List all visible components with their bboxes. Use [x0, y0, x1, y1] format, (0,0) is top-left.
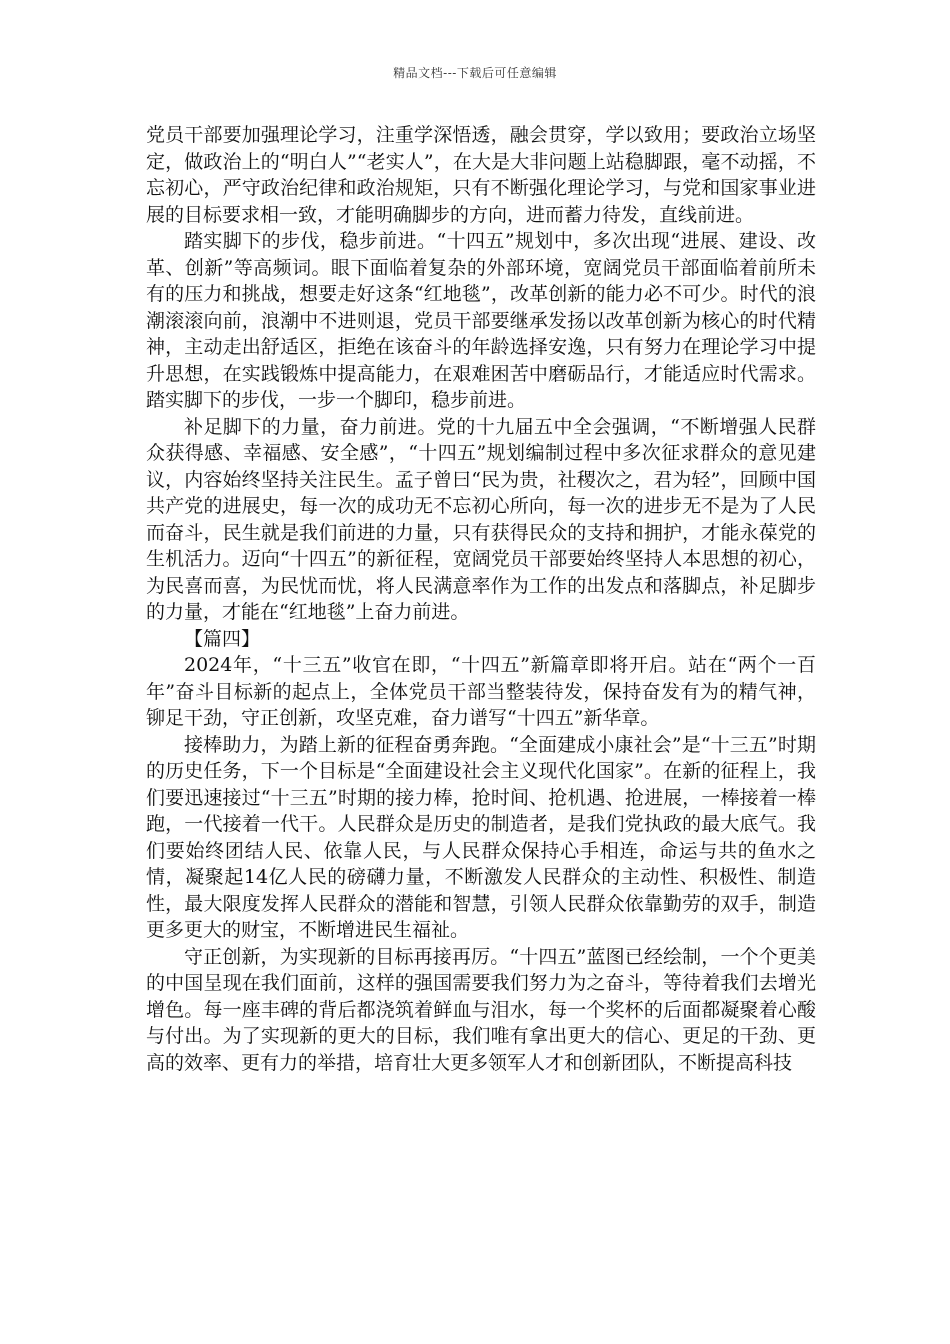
document-body — [146, 122, 816, 1076]
paragraph: 2024年，“十三五”收官在即，“十四五”新篇章即将开启。站在“两个一百年”奋斗目标新的起点上，全体党员干部当整装待发，保持奋发有为的精气神，铆足干劲，守正创新，攻坚克难，奋力谱写“十四五”新华章。 — [146, 654, 816, 729]
paragraph: 补足脚下的力量，奋力前进。党的十九届五中全会强调，“不断增强人民群众获得感、幸福感、安全感”，“十四五”规划编制过程中多次征求群众的意见建议，内容始终坚持关注民生。孟子曾曰“民为贵，社稷次之，君为轻”，回顾中国共产党的进展史，每一次的成功无不忘初心所向，每一次的进步无不是为了人民而奋斗，民生就是我们前进的力量，只有获得民众的支持和拥护，才能永葆党的生机活力。迈向“十四五”的新征程，宽阔党员干部要始终坚持人本思想的初心，为民喜而喜，为民忧而忧，将人民满意率作为工作的出发点和落脚点，补足脚步的力量，才能在“红地毯”上奋力前进。 — [146, 415, 816, 623]
section-heading: 【篇四】 — [184, 627, 261, 650]
paragraph: 守正创新，为实现新的目标再接再厉。“十四五”蓝图已经绘制，一个个更美的中国呈现在我们面前，这样的强国需要我们努力为之奋斗，等待着我们去增光增色。每一座丰碑的背后都浇筑着鲜血与泪水，每一个奖杯的后面都凝聚着心酸与付出。为了实现新的更大的目标，我们唯有拿出更大的信心、更足的干劲、更高的效率、更有力的举措，培育壮大更多领军人才和创新团队，不断提高科技 — [146, 945, 816, 1074]
paragraph: 踏实脚下的步伐，稳步前进。“十四五”规划中，多次出现“进展、建设、改革、创新”等高频词。眼下面临着复杂的外部环境，宽阔党员干部面临着前所未有的压力和挑战，想要走好这条“红地毯”，改革创新的能力必不可少。时代的浪潮滚滚向前，浪潮中不进则退，党员干部要继承发扬以改革创新为核心的时代精神，主动走出舒适区，拒绝在该奋斗的年龄选择安逸，只有努力在理论学习中提升思想，在实践锻炼中提高能力，在艰难困苦中磨砺品行，才能适应时代需求。踏实脚下的步伐，一步一个脚印，稳步前进。 — [146, 230, 816, 411]
paragraph: 接棒助力，为踏上新的征程奋勇奔跑。“全面建成小康社会”是“十三五”时期的历史任务，下一个目标是“全面建设社会主义现代化国家”。在新的征程上，我们要迅速接过“十三五”时期的接力棒，抢时间、抢机遇、抢进展，一棒接着一棒跑，一代接着一代干。人民群众是历史的制造者，是我们党执政的最大底气。我们要始终团结人民、依靠人民，与人民群众保持心手相连，命运与共的鱼水之情，凝聚起14亿人民的磅礴力量，不断激发人民群众的主动性、积极性、制造性，最大限度发挥人民群众的潜能和智慧，引领人民群众依靠勤劳的双手，制造更多更大的财宝，不断增进民生福祉。 — [146, 733, 816, 941]
paragraph: 党员干部要加强理论学习，注重学深悟透，融会贯穿，学以致用；要政治立场坚定，做政治上的“明白人”“老实人”，在大是大非问题上站稳脚跟，毫不动摇，不忘初心，严守政治纪律和政治规矩，只有不断强化理论学习，与党和国家事业进展的目标要求相一致，才能明确脚步的方向，进而蓄力待发，直线前进。 — [146, 124, 816, 226]
page-header: 精品文档---下载后可任意编辑 — [393, 66, 557, 80]
